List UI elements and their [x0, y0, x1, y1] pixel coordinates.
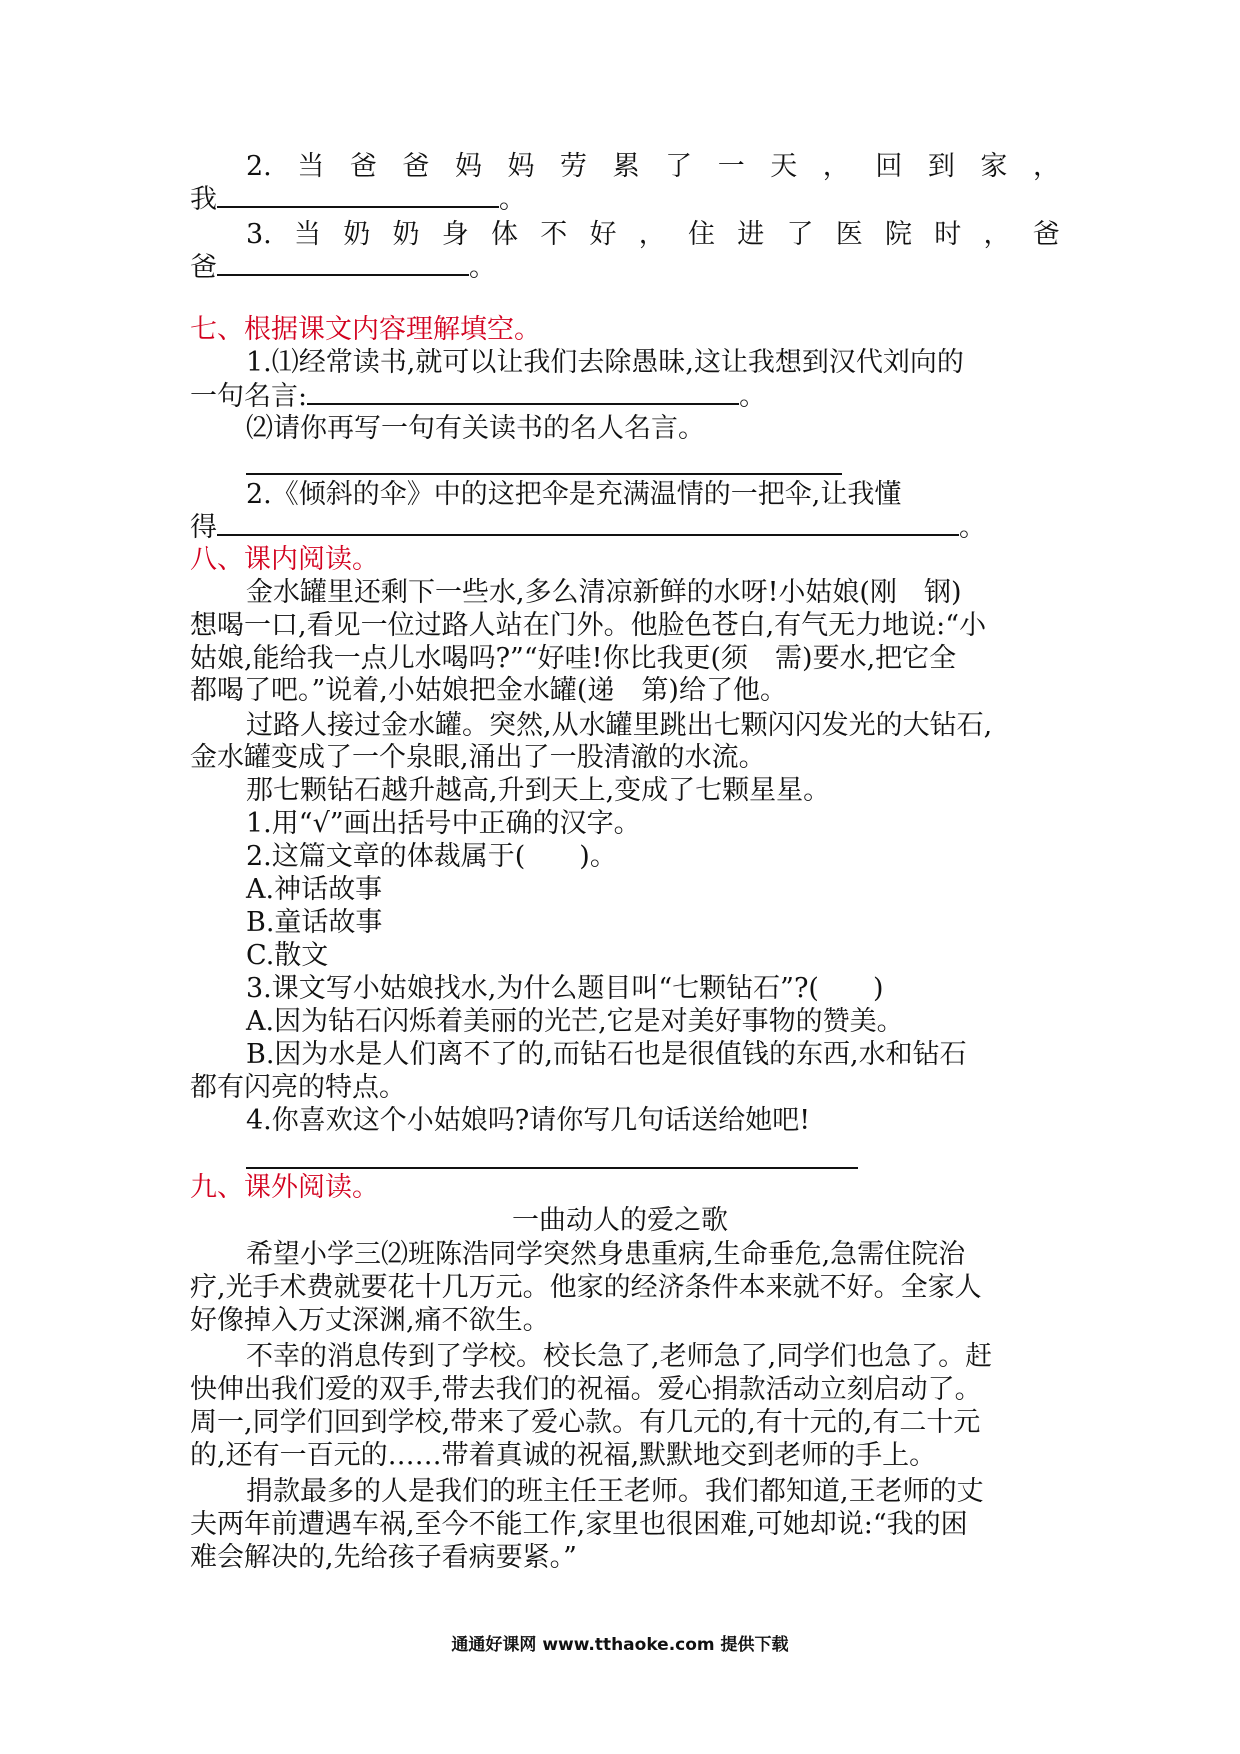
s9-paragraph-line: 捐款最多的人是我们的班主任王老师。我们都知道,王老师的丈 [246, 1476, 984, 1507]
option-a: A.因为钻石闪烁着美丽的光芒,它是对美好事物的赞美。 [246, 1006, 904, 1037]
s8-question-4: 4.你喜欢这个小姑娘吗?请你写几句话送给她吧! [246, 1105, 811, 1136]
option-a: A.神话故事 [246, 874, 383, 905]
answer-line[interactable] [246, 473, 842, 475]
s6-q3-line: 3. 当 奶 奶 身 体 不 好 ， 住 进 了 医 院 时 ， 爸 [246, 219, 1060, 250]
option-c: C.散文 [246, 940, 329, 971]
s9-paragraph-line: 快伸出我们爱的双手,带去我们的祝福。爱心捐款活动立刻启动了。 [190, 1374, 982, 1405]
option-b: B.因为水是人们离不了的,而钻石也是很值钱的东西,水和钻石 [246, 1039, 967, 1070]
answer-blank[interactable] [307, 381, 739, 405]
s8-paragraph-line: 金水罐里还剩下一些水,多么清凉新鲜的水呀!小姑娘(刚 钢) [246, 577, 962, 608]
s8-paragraph-line: 那七颗钻石越升越高,升到天上,变成了七颗星星。 [246, 775, 831, 806]
passage-title: 一曲动人的爱之歌 [512, 1205, 728, 1236]
s8-question-1: 1.用“√”画出括号中正确的汉字。 [246, 808, 641, 839]
section-8-heading: 八、课内阅读。 [190, 544, 379, 575]
s8-question-3: 3.课文写小姑娘找水,为什么题目叫“七颗钻石”?( ) [246, 973, 884, 1004]
s8-question-2: 2.这篇文章的体裁属于( )。 [246, 841, 617, 872]
answer-blank[interactable] [217, 184, 499, 208]
s7-q1-line1: 1.⑴经常读书,就可以让我们去除愚昧,这让我想到汉代刘向的 [246, 347, 964, 378]
section-7-heading: 七、根据课文内容理解填空。 [190, 314, 541, 345]
s9-paragraph-line: 夫两年前遭遇车祸,至今不能工作,家里也很困难,可她却说:“我的困 [190, 1509, 968, 1540]
s8-paragraph-line: 想喝一口,看见一位过路人站在门外。他脸色苍白,有气无力地说:“小 [190, 610, 987, 641]
s9-paragraph-line: 的,还有一百元的……带着真诚的祝福,默默地交到老师的手上。 [190, 1440, 937, 1471]
footer-source: 通通好课网 www.tthaoke.com 提供下载 [451, 1635, 789, 1655]
section-9-heading: 九、课外阅读。 [190, 1172, 379, 1203]
s9-paragraph-line: 不幸的消息传到了学校。校长急了,老师急了,同学们也急了。赶 [246, 1341, 993, 1372]
s7-q1-answer-line: 一句名言: 。 [190, 381, 767, 412]
s9-paragraph-line: 周一,同学们回到学校,带来了爱心款。有几元的,有十元的,有二十元 [190, 1407, 981, 1438]
option-b-cont: 都有闪亮的特点。 [190, 1072, 406, 1103]
s9-paragraph-line: 希望小学三⑵班陈浩同学突然身患重病,生命垂危,急需住院治 [246, 1239, 966, 1270]
s7-q2-line1: 2.《倾斜的伞》中的这把伞是充满温情的一把伞,让我懂 [246, 479, 902, 510]
s7-q1-part2: ⑵请你再写一句有关读书的名人名言。 [246, 413, 705, 444]
s8-paragraph-line: 姑娘,能给我一点儿水喝吗?”“好哇!你比我更(须 需)要水,把它全 [190, 643, 957, 674]
s9-paragraph-line: 难会解决的,先给孩子看病要紧。” [190, 1542, 577, 1573]
s8-paragraph-line: 都喝了吧。”说着,小姑娘把金水罐(递 第)给了他。 [190, 675, 787, 706]
s9-paragraph-line: 好像掉入万丈深渊,痛不欲生。 [190, 1305, 550, 1336]
answer-blank[interactable] [217, 512, 959, 536]
s8-paragraph-line: 过路人接过金水罐。突然,从水罐里跳出七颗闪闪发光的大钻石, [246, 710, 993, 741]
s6-q2-answer-line: 我 。 [190, 184, 526, 215]
s6-q2-line: 2. 当 爸 爸 妈 妈 劳 累 了 一 天 ， 回 到 家 ， [246, 151, 1060, 182]
option-b: B.童话故事 [246, 907, 383, 938]
s7-q2-answer-line: 得 。 [190, 512, 986, 543]
answer-blank[interactable] [217, 252, 469, 276]
s6-q3-answer-line: 爸 。 [190, 252, 496, 283]
s9-paragraph-line: 疗,光手术费就要花十几万元。他家的经济条件本来就不好。全家人 [190, 1272, 982, 1303]
s8-paragraph-line: 金水罐变成了一个泉眼,涌出了一股清澈的水流。 [190, 742, 766, 773]
answer-line[interactable] [246, 1167, 858, 1169]
